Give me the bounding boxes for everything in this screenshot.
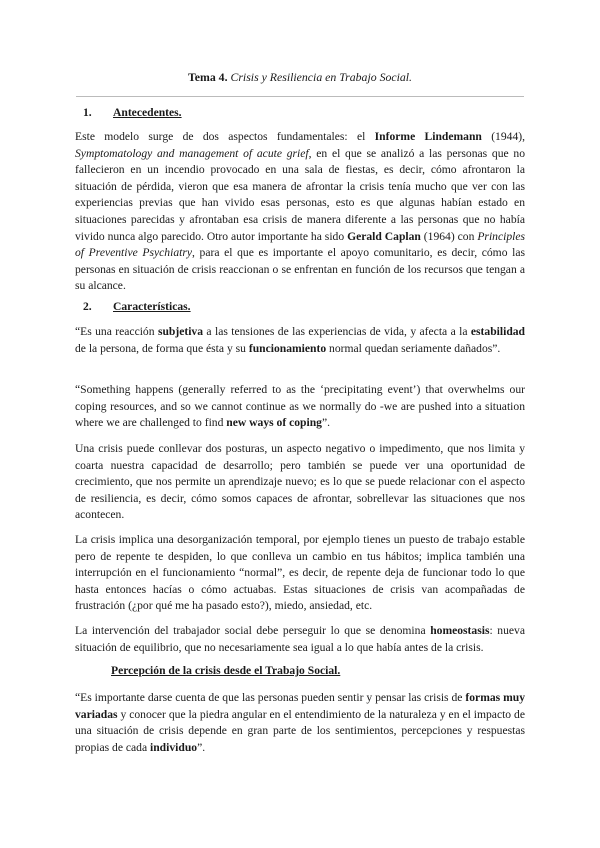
text-run: (1944),: [481, 130, 526, 143]
bold-estabilidad: estabilidad: [470, 325, 526, 338]
text-run: , en el que se analizó a las personas que no fallecieron en un incendio provocado en una sala de fiestas, es decir, cómo afrontaron la situación de pérdida, vieron que esa manera de afrontar la crisis tenía mucho que ver con las experiencias previas que han vivido esas personas, esto es que algunas habían estado en situaciones parecidas y afrontaban esa crisis de manera diferente a las personas que no había vivido nunca algo parecido. Otro autor importante ha sido: [75, 146, 525, 243]
section-1-heading: [75, 105, 525, 122]
text-run: “Something happens (generally referred to as the ‘precipitating event’) that overwhelms our coping resources, and so we cannot continue as we normally do -we are pushed into a situation where we are challenged to find: [75, 383, 525, 430]
section-2-heading: [75, 299, 525, 316]
text-run: y conocer que la piedra angular en el entendimiento de la naturaleza y en el impacto de una situación de crisis depende en gran parte de los sentimientos, percepciones y respuestas propias de cada: [75, 707, 525, 754]
paragraph-disorganization: La crisis implica una desorganización temporal, por ejemplo tienes un puesto de trabajo estable pero de repente te despiden, lo que conlleva un cambio en tus hábitos; implica también una interrupción en el funcionamiento “normal”, es decir, de repente deja de funcionar todo lo que hasta entonces hacías o cómo actuabas. Estas situaciones de crisis van acompañadas de frustración (¿por qué me ha pasado esto?), miedo, ansiedad, etc.: [75, 533, 525, 613]
section-2-title: Características.: [113, 300, 191, 313]
header-title: Crisis y Resiliencia en Trabajo Social.: [230, 70, 413, 84]
quote-paragraph-perception: [75, 690, 525, 756]
text-run: Este modelo surge de dos aspectos fundamentales: el: [75, 130, 375, 143]
quote-paragraph-english: [75, 382, 525, 432]
bold-gerald-caplan: Gerald Caplan: [347, 229, 421, 243]
text-run: normal quedan seriamente dañados”.: [326, 341, 501, 355]
text-run: ”.: [197, 740, 206, 754]
text-run: : nueva situación de equilibrio, que no necesariamente sea igual a lo que había antes de la crisis.: [75, 624, 525, 654]
section-1-title: Antecedentes.: [113, 106, 182, 119]
quote-paragraph-spanish: [75, 324, 525, 357]
text-run: “Es importante darse cuenta de que las personas pueden sentir y pensar las crisis de: [75, 691, 466, 704]
paragraph-crisis-postures: Una crisis puede conllevar dos posturas, un aspecto negativo o impedimento, que nos limita y coarta nuestra capacidad de desarrollo; pero también se puede ver una oportunidad de crecimiento, que nos permite un aprendizaje nuevo; es lo que se puede relacionar con el aspecto de resiliencia, es decir, cómo somos capaces de afrontar, sobrellevar las situaciones que nos acontecen.: [75, 442, 525, 522]
text-run: a las tensiones de las experiencias de vida, y afecta a la: [203, 325, 471, 338]
section-1-paragraph: [75, 129, 525, 295]
bold-formas-muy-variadas: formas muy variadas: [75, 691, 525, 721]
subsection-heading: Percepción de la crisis desde el Trabajo Social.: [111, 664, 341, 677]
bold-informe-lindemann: Informe Lindemann: [374, 130, 482, 143]
text-run: de la persona, de forma que ésta y su: [75, 341, 249, 355]
bold-new-ways-of-coping: new ways of coping: [226, 416, 322, 430]
header-divider: [76, 96, 524, 97]
section-1-number: 1.: [83, 106, 92, 119]
text-run: “Es una reacción: [75, 325, 158, 338]
bold-homeostasis: homeostasis: [430, 624, 490, 637]
italic-book-title: Symptomatology and management of acute grief: [75, 146, 309, 160]
header-label: Tema 4.: [187, 70, 228, 84]
text-run: ”.: [321, 416, 330, 430]
section-2-number: 2.: [83, 300, 92, 313]
bold-funcionamiento: funcionamiento: [248, 341, 327, 355]
bold-individuo: individuo: [150, 740, 198, 754]
text-run: , para el que es importante el apoyo comunitario, es decir, cómo las personas en situación de crisis reaccionan o se enfrentan en función de los recursos que tengan a su alcance.: [75, 246, 526, 293]
italic-book-title: Principles of Preventive Psychiatry: [75, 229, 525, 260]
text-run: La intervención del trabajador social debe perseguir lo que se denomina: [75, 624, 431, 637]
text-run: (1964) con: [420, 229, 478, 243]
paragraph-homeostasis: [75, 623, 525, 656]
bold-subjetiva: subjetiva: [157, 325, 204, 338]
page-header: [76, 69, 524, 86]
